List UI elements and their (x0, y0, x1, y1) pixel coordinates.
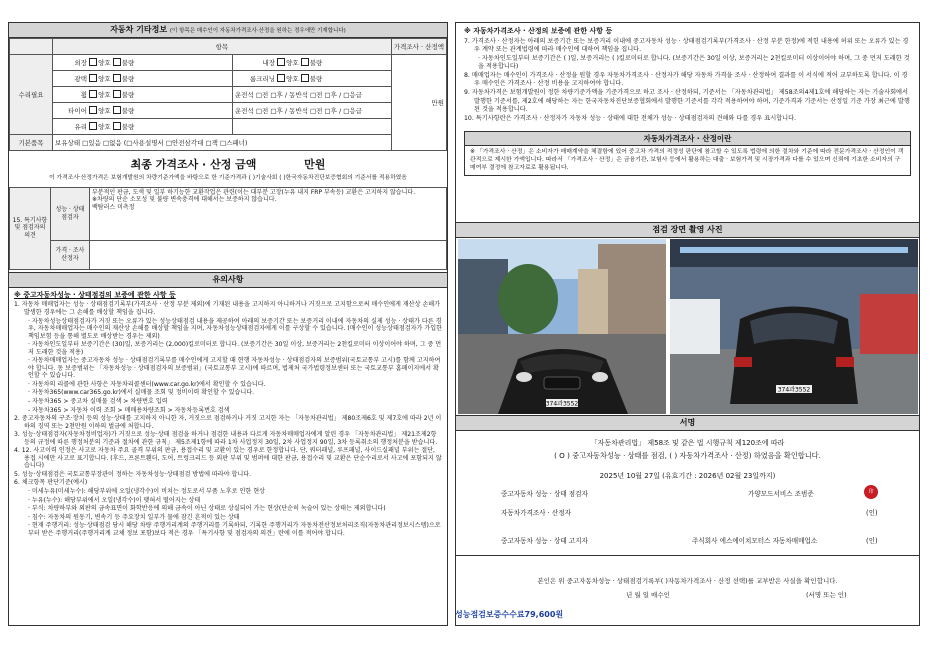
row-label: 유리 (74, 123, 87, 132)
row-interior (233, 55, 392, 71)
inspection-photo-front (458, 239, 666, 414)
final-price-unit: 만원 (304, 158, 326, 172)
plate-front: 374과3552 (545, 400, 579, 408)
price-definition-box (464, 131, 911, 177)
unit-won: 만원 (431, 98, 444, 107)
good-opt: 양호 (98, 59, 111, 68)
checkbox[interactable] (113, 122, 121, 130)
price-terms (456, 23, 919, 128)
notice-item: · 자동차매매업자는 중고자동차 성능 · 상태점검기록부를 매수인에게 고지할 때 현행 자동차성능 · 상태점검자의 보증범위(국토교통부 고시)를 함께 고지하여야 합니다. 동 보증범위는 「자동차성능 · 상태점검자의 보증범위」(국토교통부 고시)에 따르며, 법제처 국가법령정보센터 또는 국토교통부 홈페이지에서 확인할 수 있습니다. (28, 357, 441, 380)
notice-item: 3. 성능·상태점검자(자동차정비업자)가 거짓으로 성능·상태 점검을 하거나 점검한 내용과 다르게 자동차매매업자에게 알린 경우 「자동차관리법」 제21조제2항 등의 규정에 따른 행정처분의 기준과 절차에 관한 규칙」 제5조제1항에 따라 1차 사업정지 30일, 2차 사업정지 90일, 3차 등록취소의 행정처분을 받습니다. (14, 431, 438, 446)
item-header: 항목 (53, 39, 392, 55)
ymd-line: 년 월 일 매수인 (626, 591, 670, 599)
notice-item: · 미세누유(미세누수): 해당부위에 오일(냉각수)이 비치는 정도로서 부품 노후로 인한 현상 (28, 488, 265, 496)
receipt-divider (456, 555, 919, 556)
price-term-item: · 자동차인도일부터 보증기간은 ( )일, 보증거리는 ( )킬로미터로 합니다. (보증기간은 30일 이상, 보증거리는 2천킬로미터 이상이어야 하며, 그 중 먼저 도래한 것을 적용합니다) (478, 55, 910, 71)
etc-info-table (9, 38, 447, 151)
row-room-cleaning (233, 71, 392, 87)
checkbox[interactable] (89, 106, 97, 114)
row-label: 휠 (80, 91, 87, 100)
notice-title: 유의사항 (9, 272, 447, 288)
bad-opt: 불량 (121, 123, 135, 132)
price-inspector-in: (인) (866, 509, 878, 517)
notice-item: · 자동차성능상태점검자가 거짓 또는 오류가 있는 성능상태점검 내용을 제공하여 아래의 보증기간 또는 보증거리 이내에 자동차의 실제 성능 · 상태가 다른 경우, 자동차매매업자는 매수인의 재산상 손해를 배상할 책임을 지며, 자동차성능상태점검자에게 이를 구상할 수 있습니다. (매수인이 성능상태점검자가 가입한 책임보험 등을 통해 별도로 배상받는 경우는 제외) (28, 317, 442, 340)
basic-items: 보유상태 □있음 □없음 (□사용설명서 □안전삼각대 □잭 □스패너) (53, 135, 392, 151)
checkbox[interactable] (89, 90, 97, 98)
checkbox[interactable] (89, 74, 97, 82)
good-opt: 양호 (98, 91, 111, 100)
row-exterior (53, 55, 233, 71)
perf-inspector-opinion: 부분적인 판금, 도색 및 일부 하기능한 교환작업은 관련(이는 대부분 고장(누유 내지 FRP 부속등) 교환은 고지하지 않습니다. ※차량의 단순 소모성 및 불량 변속충격에 대해서는 보증하지 않습니다. 백탐러스 미측정 (90, 187, 447, 240)
checkbox[interactable] (89, 58, 97, 66)
checkbox[interactable] (89, 122, 97, 130)
signature-section (456, 415, 919, 625)
price-inspector-opinion (90, 240, 447, 269)
tire-position: 운전석 □전 □후 / 동반석 □전 □후 / □응급 (233, 103, 392, 119)
repair-label: 수리필요 (10, 55, 53, 135)
basic-label: 기본품목 (10, 135, 53, 151)
notice-item: · 부식: 차량하부와 외판의 금속표면이 화학반응에 의해 금속이 아닌 상태로 상실되어 가는 현상(단순히 녹슬어 있는 상태는 제외합니다) (28, 505, 386, 513)
opinion-table (9, 187, 447, 270)
bad-opt: 불량 (121, 75, 135, 84)
notice-item: - 자동차365 > 자동차 이력 조회 > 매매용차량조회 > 자동차등록번호 검색 (28, 406, 230, 414)
notice-item: 1. 자동차 매매업자는 성능 · 상태점검기록부(가격조사 · 산정 부분 제외)에 기재된 내용을 고지하지 아니하거나 거짓으로 고지함으로써 매수인에게 재산상 손해가 발생한 경우에는 그 손해를 배상할 책임을 집니다. (14, 301, 441, 316)
car-front-photo (458, 239, 666, 414)
price-terms-heading: ※ 자동차가격조사 · 산정의 보증에 관한 사항 등 (464, 27, 613, 35)
row-polish (53, 71, 233, 87)
notice-heading: ※ 중고자동차성능 · 상태점검의 보증에 관한 사항 등 (14, 290, 176, 299)
seller-value: 주식회사 에스에이치모터스 자동차매매업소 (692, 537, 818, 545)
bad-opt: 불량 (309, 75, 323, 84)
perf-inspector-label: 성능 · 상태 점검자 (51, 187, 90, 240)
inspector-value: 가양모드서비스 조범준 (748, 490, 814, 498)
checkbox[interactable] (277, 74, 285, 82)
notice-item: · 자동차365(www.car365.go.kr)에서 실매물 조회 및 정비이력 확인할 수 있습니다. (28, 389, 255, 397)
notice-body (9, 288, 447, 542)
notice-item: 5. 성능·상태점검은 국토교통부장관이 정하는 자동차성능·상태점검 방법에 따라야 합니다. (14, 470, 252, 478)
row-glass (53, 119, 233, 135)
seller-label: 중고자동차 성능 · 상태 고지자 (501, 537, 588, 545)
checkbox[interactable] (113, 90, 121, 98)
price-term-item: 9. 자동차가격은 보험개발원이 정한 차량기준가액을 기준가격으로 하고 조사 · 산정하되, 기준서는 「자동차관리법」 제58조의4제1호에 해당하는 자는 기술사회에서 발행한 기준서를, 제2호에 해당하는 자는 한국자동차진단보증협회에서 발행한 기준서를 각각 적용하여야 하며, 기준가격과 기준서는 산정일 기준 가장 최근에 발행된 것을 적용합니다. (464, 89, 910, 113)
notice-item: · 현재 주행거리: 성능·상태점검 당시 해당 차량 주행거리계의 주행거리를 기록하되, 기록한 주행거리가 자동차전산정보처리조직(자동차관리정보시스템)으로부터 받은 주행거리(주행거리계 교체 정보 포함)보다 적은 경우 「특기사항 및 점검자의 의견」란에 이를 적어야 합니다. (28, 522, 441, 537)
car-rear-photo (670, 239, 918, 414)
inspection-photo-rear (670, 239, 918, 414)
good-opt: 양호 (286, 75, 299, 84)
etc-info-subtitle: (이 항목은 매수인이 자동차가격조사·산정을 원하는 경우에만 기재합니다) (169, 28, 346, 34)
price-inspector-label: 가격 · 조사 산정자 (51, 240, 90, 269)
notice-item: · 자동차의 리콜에 관한 사항은 자동차리콜센터(www.car.go.kr)에서 확인할 수 있습니다. (28, 380, 266, 388)
row-tire (53, 103, 233, 119)
notice-item: · 침수: 자동차의 원동기, 변속기 등 주요장치 일부가 물에 잠긴 흔적이 있는 상태 (28, 513, 240, 521)
etc-info-title (9, 23, 447, 38)
confirm-line: ( O ) 중고자동차성능 · 상태를 점검, ( ) 자동차가격조사 · 산정) 하였음을 확인합니다. (554, 451, 821, 461)
row-label: 룸크리닝 (249, 75, 275, 84)
notice-item: · 자동차인도일부터 보증기간은 (30)일, 보증거리는 (2,000)킬로미터로 합니다. (보증기간은 30일 이상, 보증거리는 2천킬로미터 이상이어야 하며, 그 중 먼저 도래한 것을 적용) (28, 341, 442, 356)
checkbox[interactable] (113, 58, 121, 66)
left-column (8, 22, 448, 626)
row-label: 타이어 (68, 107, 87, 116)
checkbox[interactable] (301, 74, 309, 82)
plate-rear: 374과3552 (777, 386, 811, 394)
price-term-item: 8. 매매업자는 매수인이 가격조사 · 산정을 원할 경우 자동차가격조사 · 산정자가 해당 자동차 가격을 조사 · 산정하여 결과를 이 서식에 적어 교부하도록 합니다. 이 경우 매수인은 가격조사 · 산정 비용을 고지하여야 합니다. (464, 72, 908, 88)
checkbox[interactable] (277, 58, 285, 66)
bad-opt: 불량 (121, 59, 135, 68)
buyer-sign: (서명 또는 인) (806, 591, 847, 599)
price-header: 가격조사 · 산정액 (391, 39, 446, 55)
good-opt: 양호 (98, 107, 111, 116)
checkbox[interactable] (301, 58, 309, 66)
row-label: 광택 (74, 75, 87, 84)
price-definition-text: ※ 「가격조사 · 산정」은 소비자가 매매계약을 체결함에 있어 중고차 가격의 적정성 판단에 참고할 수 있도록 법령에 의한 절차와 기준에 따라 전문가격조사 · 산정인이 객관적으로 제시한 가액입니다. 따라서 「가격조사 · 산정」은 금융기관, 보험사 등에서 활용하는 대출 · 보험가격 및 시장가격과 다를 수 있으며 신뢰에 기초한 소비자의 구매여부 결정에 참고자료로 활용됩니다. (470, 149, 904, 171)
final-price-note: 이 가격조사·산정가격은 보험개발원의 차량기준가액을 바탕으로 한 기준가격과 ( )기술사회 ( )한국자동차진단보증협회의 기준서를 적용하였음 (49, 175, 407, 182)
final-price-title: 최종 가격조사 · 산정 금액 (130, 158, 257, 172)
bad-opt: 불량 (309, 59, 323, 68)
date-line: 2025년 10월 27일 (유효기간 : 2026년 02월 23일까지) (599, 472, 776, 481)
receipt-line: 본인은 위 중고자동차성능 · 상태점검기록부( )자동차가격조사 · 산정 선택)를 교부받은 사실을 확인합니다. (537, 577, 838, 585)
row-label: 외장 (74, 59, 87, 68)
seller-in: (인) (866, 537, 878, 545)
checkbox[interactable] (113, 74, 121, 82)
row-glass-empty (233, 119, 392, 135)
notice-item: 2. 중고자동차의 구조·장치 등의 성능·상태를 고지하지 아니한 자, 거짓으로 점검하거나 거짓 고지한 자는 「자동차관리법」 제80조제6호 및 제7호에 따라 2년 이하의 징역 또는 2천만원 이하의 벌금에 처합니다. (14, 415, 442, 430)
signature-title: 서명 (456, 415, 919, 431)
price-term-item: 10. 특기사항란은 가격조사 · 산정자가 자동차 성능 · 상태에 대한 전체가 성능 · 상태점검자의 견해와 다를 경우 표시합니다. (464, 114, 797, 122)
inspector-label: 중고자동차 성능 · 상태 점검자 (501, 490, 588, 498)
price-cell (391, 55, 446, 151)
wheel-position: 운전석 □전 □후 / 동반석 □전 □후 / □응급 (233, 87, 392, 103)
notice-item: 4. 12. 사고이력 인정은 사고로 자동차 주요 골격 부위의 판금, 용접수리 및 교환이 있는 경우로 한정합니다. 단, 쿼터패널, 루프패널, 사이드실패널 부위는 절단, 용접 시에만 사고로 표기합니다. (후드, 프론트휀더, 도어, 트렁크리드 등 외판 부위 및 범퍼에 대한 판금, 용접수리 및 교환은 단순수리로서 사고에 포함되지 않습니다) (14, 447, 442, 470)
final-price-title-row (9, 151, 447, 175)
notice-item: 6. 체크항목 판단기준(예시) (14, 479, 88, 487)
law-line: 「자동차관리법」 제58조 및 같은 법 시행규칙 제120조에 따라 (590, 439, 785, 448)
good-opt: 양호 (98, 75, 111, 84)
good-opt: 양호 (286, 59, 299, 68)
row-wheel (53, 87, 233, 103)
price-definition-title: 자동차가격조사 · 산정이란 (465, 132, 910, 147)
bad-opt: 불량 (121, 107, 135, 116)
bad-opt: 불량 (121, 91, 135, 100)
right-column (455, 22, 920, 626)
notice-item: · 누유(누수): 해당부위에서 오일(냉각수)이 맺혀서 떨어지는 상태 (28, 496, 201, 504)
good-opt: 양호 (98, 123, 111, 132)
notice-item: - 자동차365 > 중고차 실매물 검색 > 차량번호 입력 (28, 398, 168, 406)
opinion-label: 15. 특기사항 및 점검자의 의견 (10, 187, 51, 269)
seal-icon: 印 (864, 485, 878, 499)
seal-stamp (864, 485, 878, 499)
row-label: 내장 (262, 59, 275, 68)
price-inspector-sign-label: 자동차가격조사 · 산정자 (501, 509, 571, 517)
etc-blank (10, 39, 53, 55)
etc-info-title-text: 자동차 기타정보 (110, 25, 168, 34)
price-term-item: 7. 가격조사 · 산정자는 아래의 보증기간 또는 보증거리 이내에 중고자동차 성능 · 상태점검기록부(가격조사 · 산정 부분 한정)에 적힌 내용에 허위 또는 오류가 있는 경우 계약 또는 관계법령에 따라 매수인에 대하여 책임을 집니다. (464, 38, 909, 54)
checkbox[interactable] (113, 106, 121, 114)
fee-note: 성능점검보증수수료79,600원 (455, 610, 564, 619)
photos-title: 점검 장면 촬영 사진 (456, 222, 919, 238)
